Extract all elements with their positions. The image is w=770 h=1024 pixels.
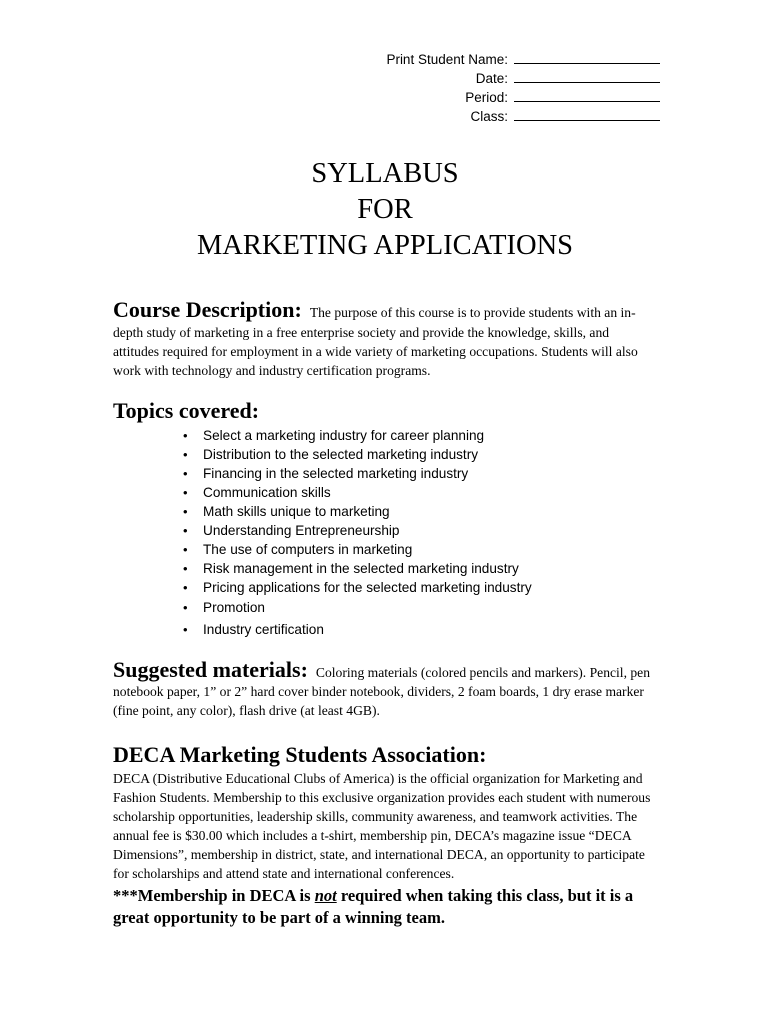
- date-line[interactable]: [514, 68, 660, 83]
- topics-section: [113, 398, 658, 641]
- topic-text: Math skills unique to marketing: [203, 504, 390, 519]
- deca-heading: DECA Marketing Students Association:: [113, 742, 487, 767]
- student-name-line[interactable]: [514, 49, 660, 64]
- student-name-label: Print Student Name:: [386, 52, 508, 67]
- course-description-heading: Course Description:: [113, 297, 302, 322]
- list-item: [183, 521, 658, 540]
- date-label: Date:: [475, 71, 508, 86]
- topic-text: Pricing applications for the selected marketing industry: [203, 580, 532, 595]
- title-line-2: FOR: [357, 194, 413, 225]
- topic-text: Select a marketing industry for career planning: [203, 428, 485, 443]
- bullet-icon: •: [183, 485, 188, 500]
- course-description-text: The purpose of this course is to provide students with an in-depth study of marketing in a free enterprise society and provide the knowledge, skills, and attitudes required for employment in a wide variety of marketing occupations. Students will also work with technology and industry certification programs.: [113, 305, 638, 378]
- bullet-icon: •: [183, 504, 188, 519]
- student-info-fields: [300, 48, 660, 124]
- list-item: [183, 483, 658, 502]
- bullet-icon: •: [183, 523, 188, 538]
- bullet-icon: •: [183, 542, 188, 557]
- bullet-icon: •: [183, 561, 188, 576]
- list-item: [183, 597, 658, 619]
- topics-heading: Topics covered:: [113, 398, 260, 423]
- list-item: [183, 559, 658, 578]
- list-item: [183, 445, 658, 464]
- student-name-field: [300, 48, 660, 67]
- topic-text: Industry certification: [203, 622, 324, 637]
- note-emphasis: not: [314, 886, 337, 905]
- topic-text: Understanding Entrepreneurship: [203, 523, 400, 538]
- bullet-icon: •: [183, 466, 188, 481]
- note-suffix: required when taking this class, but it is a great opportunity to be part of a winning team.: [113, 886, 634, 927]
- deca-text: DECA (Distributive Educational Clubs of America) is the official organization for Marketing and Fashion Students. Membership to this exclusive organization provides each student with numerous scholarship opportunities, leadership skills, community awareness, and teamwork activities. The annual fee is $30.00 which includes a t-shirt, membership pin, DECA’s magazine issue “DECA Dimensions”, membership in district, state, and international DECA, an opportunity to participate for scholarships and attend state and international conferences.: [113, 771, 651, 881]
- period-label: Period:: [465, 90, 508, 105]
- class-field: [300, 105, 660, 124]
- period-line[interactable]: [514, 87, 660, 102]
- period-field: [300, 86, 660, 105]
- class-line[interactable]: [514, 106, 660, 121]
- class-label: Class:: [470, 109, 508, 124]
- bullet-icon: •: [183, 428, 188, 443]
- deca-section: [113, 741, 658, 929]
- list-item: [183, 426, 658, 445]
- topic-text: Communication skills: [203, 485, 331, 500]
- bullet-icon: •: [183, 580, 188, 595]
- topic-text: Risk management in the selected marketing industry: [203, 561, 519, 576]
- course-description-section: [113, 297, 658, 380]
- topic-text: The use of computers in marketing: [203, 542, 413, 557]
- list-item: [183, 578, 658, 597]
- materials-heading: Suggested materials:: [113, 657, 308, 682]
- deca-membership-note: [113, 885, 658, 929]
- materials-section: [113, 657, 658, 720]
- topic-text: Promotion: [203, 600, 265, 615]
- topic-text: Distribution to the selected marketing industry: [203, 447, 479, 462]
- bullet-icon: •: [183, 447, 188, 462]
- materials-text: Coloring materials (colored pencils and markers). Pencil, pen notebook paper, 1” or 2” hard cover binder notebook, dividers, 2 foam boards, 1 dry erase marker (fine point, any color), flash drive (at least 4GB).: [113, 665, 650, 718]
- list-item: [183, 502, 658, 521]
- title-line-1: SYLLABUS: [311, 158, 459, 189]
- topic-text: Financing in the selected marketing industry: [203, 466, 469, 481]
- page-title: [0, 156, 770, 264]
- bullet-icon: •: [183, 600, 188, 615]
- note-prefix: ***Membership in DECA is: [113, 886, 315, 905]
- list-item: [183, 540, 658, 559]
- title-line-3: MARKETING APPLICATIONS: [196, 230, 574, 261]
- topics-list: [113, 426, 658, 641]
- bullet-icon: •: [183, 622, 188, 637]
- list-item: [183, 464, 658, 483]
- date-field: [300, 67, 660, 86]
- list-item: [183, 619, 658, 641]
